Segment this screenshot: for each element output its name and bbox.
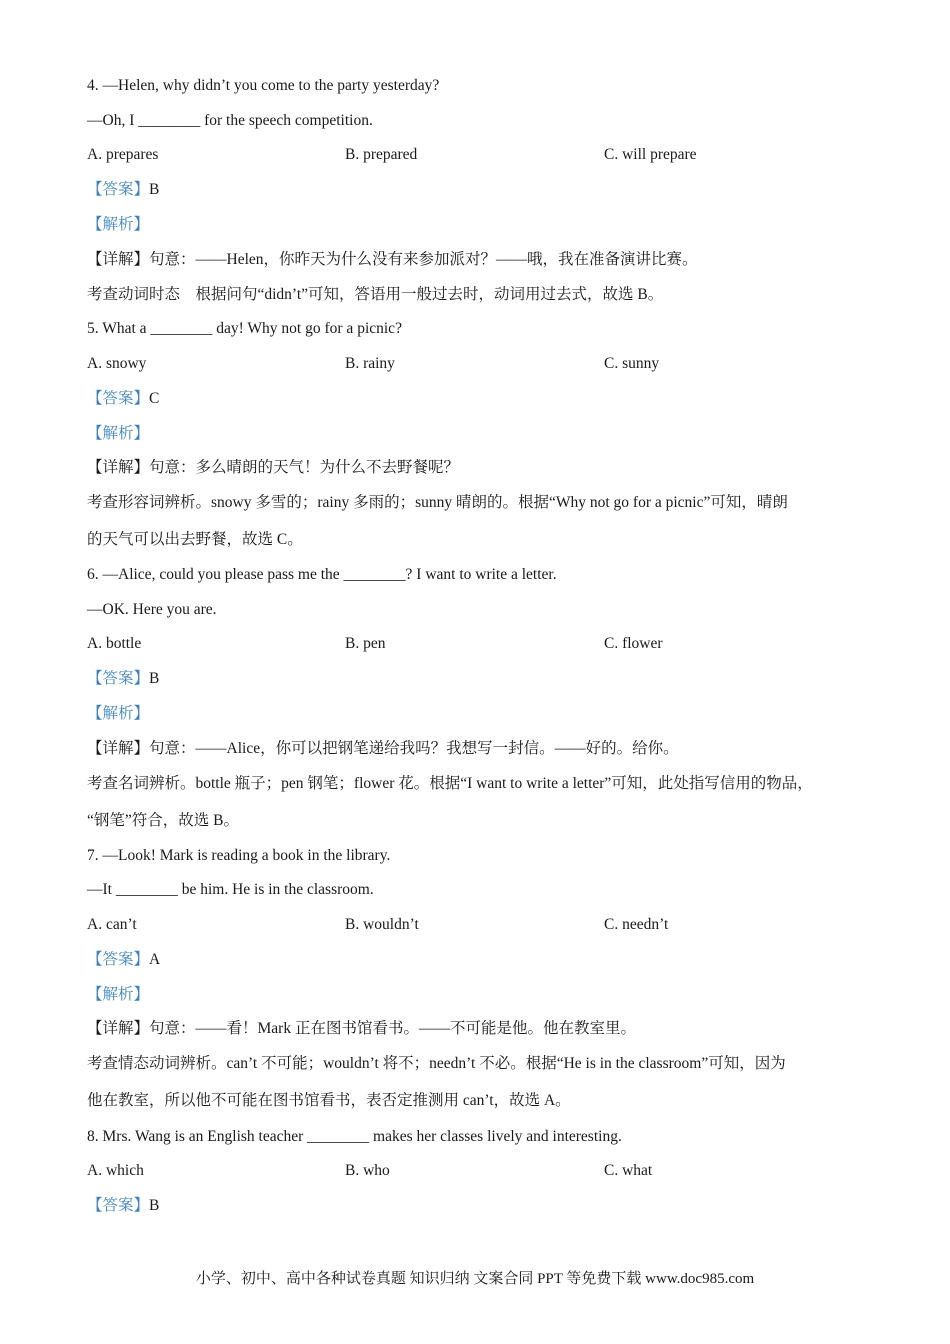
option-b: B. rainy [345,355,395,372]
detail-tag: 【详解】 [87,740,150,757]
option-a: A. bottle [87,635,142,652]
answer-tag: 【答案】 [87,670,150,687]
option-a: A. which [87,1162,144,1179]
answer-value: A [149,951,161,968]
question-6-explanation-line-2: “钢笔”符合，故选 B。 [87,812,239,829]
question-7-explanation-line-2: 他在教室，所以他不可能在图书馆看书，表否定推测用 can’t，故选 A。 [87,1092,571,1109]
detail-text: 句意：——看！Mark 正在图书馆看书。——不可能是他。他在教室里。 [149,1020,636,1037]
option-b: B. who [345,1162,390,1179]
question-4-stem: 4. —Helen, why didn’t you come to the party yesterday? [87,77,440,94]
option-b: B. wouldn’t [345,916,419,933]
question-5-answer [87,388,159,410]
question-6-response: —OK. Here you are. [87,601,217,618]
answer-value: C [149,390,160,407]
question-5-detail [87,457,459,479]
answer-tag: 【答案】 [87,181,150,198]
option-c: C. flower [604,635,663,652]
option-a: A. snowy [87,355,147,372]
question-7-analysis-tag: 【解析】 [87,986,150,1003]
answer-value: B [149,181,160,198]
question-4-response: —Oh, I ________ for the speech competition. [87,112,373,129]
detail-text: 句意：——Helen，你昨天为什么没有来参加派对？——哦，我在准备演讲比赛。 [149,251,698,268]
option-b: B. prepared [345,146,418,163]
option-a: A. can’t [87,916,137,933]
detail-tag: 【详解】 [87,251,150,268]
option-a: A. prepares [87,146,159,163]
option-c: C. what [604,1162,653,1179]
question-7-stem: 7. —Look! Mark is reading a book in the library. [87,847,391,864]
question-4-answer [87,179,159,201]
answer-value: B [149,1197,160,1214]
option-c: C. needn’t [604,916,669,933]
detail-text: 句意：多么晴朗的天气！为什么不去野餐呢？ [149,459,460,476]
detail-text: 句意：——Alice，你可以把钢笔递给我吗？我想写一封信。——好的。给你。 [149,740,679,757]
option-b: B. pen [345,635,386,652]
document-page [87,0,887,1344]
question-6-explanation-line-1: 考查名词辨析。bottle 瓶子；pen 钢笔；flower 花。根据“I want to write a letter”可知，此处指写信用的物品， [87,775,813,792]
option-c: C. sunny [604,355,660,372]
question-7-explanation-line-1: 考查情态动词辨析。can’t 不可能；wouldn’t 将不；needn’t 不必。根据“He is in the classroom”可知，因为 [87,1055,786,1072]
answer-tag: 【答案】 [87,951,150,968]
question-6-stem: 6. —Alice, could you please pass me the ________? I want to write a letter. [87,566,557,583]
page-footer: 小学、初中、高中各种试卷真题 知识归纳 文案合同 PPT 等免费下载 www.doc985.com [195,1271,755,1287]
question-6-analysis-tag: 【解析】 [87,705,150,722]
answer-tag: 【答案】 [87,390,150,407]
detail-tag: 【详解】 [87,1020,150,1037]
question-6-detail [87,738,679,760]
question-7-response: —It ________ be him. He is in the classroom. [87,881,374,898]
question-5-stem: 5. What a ________ day! Why not go for a picnic? [87,320,402,337]
question-7-answer [87,949,160,971]
question-5-analysis-tag: 【解析】 [87,425,150,442]
question-4-analysis-tag: 【解析】 [87,216,150,233]
question-8-stem: 8. Mrs. Wang is an English teacher ________ makes her classes lively and interesting. [87,1128,622,1145]
question-7-detail [87,1018,636,1040]
option-c: C. will prepare [604,146,697,163]
answer-tag: 【答案】 [87,1197,150,1214]
question-5-explanation-line-2: 的天气可以出去野餐，故选 C。 [87,531,303,548]
question-4-detail [87,249,698,271]
question-6-answer [87,668,159,690]
detail-tag: 【详解】 [87,459,150,476]
answer-value: B [149,670,160,687]
question-4-explanation: 考查动词时态 根据问句“didn’t”可知，答语用一般过去时，动词用过去式，故选 B。 [87,286,664,303]
question-8-answer [87,1195,159,1217]
question-5-explanation-line-1: 考查形容词辨析。snowy 多雪的；rainy 多雨的；sunny 晴朗的。根据“Why not go for a picnic”可知，晴朗 [87,494,788,511]
